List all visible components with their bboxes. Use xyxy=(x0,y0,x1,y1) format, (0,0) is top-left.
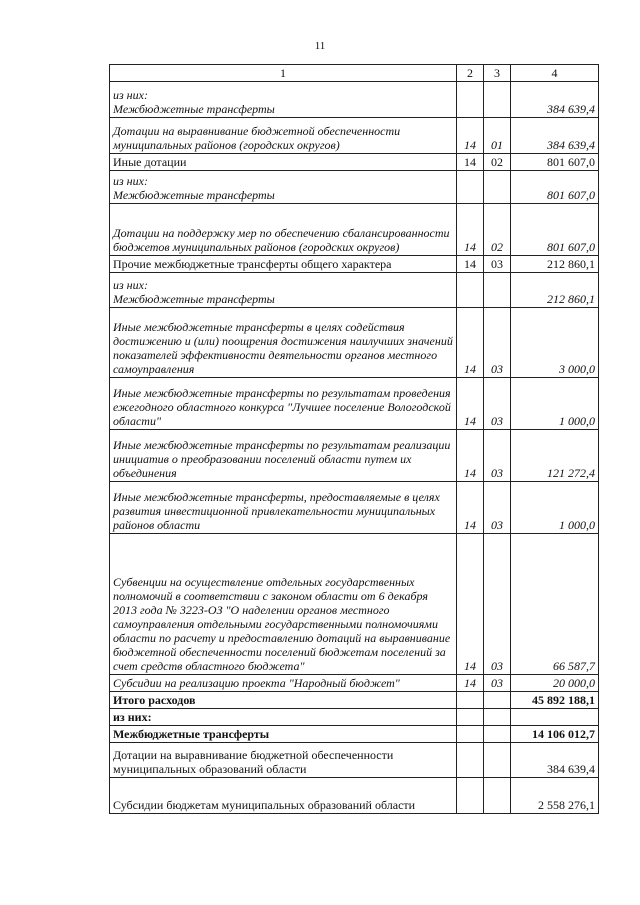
table-row xyxy=(110,726,599,743)
row-code-subsection: 03 xyxy=(484,430,511,482)
column-header-2: 2 xyxy=(457,65,484,82)
column-header-4: 4 xyxy=(511,65,599,82)
row-amount: 212 860,1 xyxy=(511,273,599,308)
row-code-section: 14 xyxy=(457,308,484,378)
table-row xyxy=(110,378,599,430)
row-name: Субвенции на осуществление отдельных государственных полномочий в соответствии с законом области от 6 декабря 2013 года № 3223-ОЗ "О наделении органов местного самоуправления отдельными государственными полномочиями области по расчету и предоставлению дотаций на выравнивание бюджетной обеспеченности поселений бюджетам поселений за счет средств областного бюджета" xyxy=(110,534,457,675)
row-code-subsection xyxy=(484,82,511,118)
row-code-section: 14 xyxy=(457,482,484,534)
page-number: 11 xyxy=(314,40,326,52)
table-row xyxy=(110,692,599,709)
row-code-subsection xyxy=(484,709,511,726)
row-code-section xyxy=(457,692,484,709)
row-name: Субсидии на реализацию проекта "Народный бюджет" xyxy=(110,675,457,692)
row-code-subsection xyxy=(484,692,511,709)
row-code-subsection xyxy=(484,726,511,743)
budget-table xyxy=(109,64,599,814)
row-code-section: 14 xyxy=(457,154,484,171)
row-amount xyxy=(511,709,599,726)
row-code-subsection: 03 xyxy=(484,482,511,534)
table-header-row xyxy=(110,65,599,82)
row-name: Субсидии бюджетам муниципальных образований области xyxy=(110,778,457,814)
row-code-section: 14 xyxy=(457,534,484,675)
table-row xyxy=(110,430,599,482)
row-code-subsection: 02 xyxy=(484,154,511,171)
row-name: Иные межбюджетные трансферты, предоставляемые в целях развития инвестиционной привлекательности муниципальных районов области xyxy=(110,482,457,534)
row-code-section: 14 xyxy=(457,118,484,154)
table-row xyxy=(110,534,599,675)
row-amount: 801 607,0 xyxy=(511,204,599,256)
row-name: Прочие межбюджетные трансферты общего характера xyxy=(110,256,457,273)
table-row xyxy=(110,743,599,778)
table-row xyxy=(110,82,599,118)
row-code-subsection: 03 xyxy=(484,308,511,378)
row-name: из них: xyxy=(110,709,457,726)
row-code-section: 14 xyxy=(457,256,484,273)
row-name: из них: Межбюджетные трансферты xyxy=(110,82,457,118)
row-name: Иные межбюджетные трансферты в целях содействия достижению и (или) поощрения достижения наилучших значений показателей эффективности деятельности органов местного самоуправления xyxy=(110,308,457,378)
row-name: Дотации на выравнивание бюджетной обеспеченности муниципальных районов (городских округов) xyxy=(110,118,457,154)
row-code-subsection: 03 xyxy=(484,378,511,430)
row-amount: 121 272,4 xyxy=(511,430,599,482)
row-code-subsection xyxy=(484,171,511,204)
row-code-section xyxy=(457,82,484,118)
table-row xyxy=(110,256,599,273)
row-code-subsection: 01 xyxy=(484,118,511,154)
row-amount: 1 000,0 xyxy=(511,378,599,430)
row-amount: 801 607,0 xyxy=(511,171,599,204)
row-code-section xyxy=(457,778,484,814)
table-row xyxy=(110,171,599,204)
row-code-subsection xyxy=(484,743,511,778)
row-name: из них: Межбюджетные трансферты xyxy=(110,171,457,204)
table-row xyxy=(110,154,599,171)
row-code-section xyxy=(457,273,484,308)
row-amount: 1 000,0 xyxy=(511,482,599,534)
row-name: Иные межбюджетные трансферты по результатам проведения ежегодного областного конкурса "Лучшее поселение Вологодской области" xyxy=(110,378,457,430)
row-name: Иные дотации xyxy=(110,154,457,171)
row-code-subsection: 02 xyxy=(484,204,511,256)
table-row xyxy=(110,308,599,378)
row-amount: 384 639,4 xyxy=(511,743,599,778)
row-code-section: 14 xyxy=(457,430,484,482)
row-name: Межбюджетные трансферты xyxy=(110,726,457,743)
table-row xyxy=(110,778,599,814)
row-code-section: 14 xyxy=(457,378,484,430)
column-header-1: 1 xyxy=(110,65,457,82)
row-amount: 14 106 012,7 xyxy=(511,726,599,743)
row-amount: 45 892 188,1 xyxy=(511,692,599,709)
row-amount: 801 607,0 xyxy=(511,154,599,171)
row-code-section xyxy=(457,709,484,726)
row-name: Дотации на выравнивание бюджетной обеспеченности муниципальных образований области xyxy=(110,743,457,778)
table-row xyxy=(110,482,599,534)
row-code-section: 14 xyxy=(457,204,484,256)
row-code-section: 14 xyxy=(457,675,484,692)
row-code-section xyxy=(457,743,484,778)
table-row xyxy=(110,273,599,308)
row-amount: 20 000,0 xyxy=(511,675,599,692)
table-row xyxy=(110,709,599,726)
table-row xyxy=(110,204,599,256)
row-code-subsection xyxy=(484,273,511,308)
row-name: Дотации на поддержку мер по обеспечению сбалансированности бюджетов муниципальных районов (городских округов) xyxy=(110,204,457,256)
row-name: Иные межбюджетные трансферты по результатам реализации инициатив о преобразовании поселений области путем их объединения xyxy=(110,430,457,482)
column-header-3: 3 xyxy=(484,65,511,82)
row-amount: 212 860,1 xyxy=(511,256,599,273)
row-amount: 2 558 276,1 xyxy=(511,778,599,814)
row-code-section xyxy=(457,171,484,204)
row-code-subsection: 03 xyxy=(484,534,511,675)
table-row xyxy=(110,118,599,154)
row-code-subsection: 03 xyxy=(484,675,511,692)
row-code-section xyxy=(457,726,484,743)
row-code-subsection: 03 xyxy=(484,256,511,273)
row-amount: 384 639,4 xyxy=(511,82,599,118)
row-code-subsection xyxy=(484,778,511,814)
row-amount: 3 000,0 xyxy=(511,308,599,378)
table-row xyxy=(110,675,599,692)
row-name: из них: Межбюджетные трансферты xyxy=(110,273,457,308)
row-amount: 66 587,7 xyxy=(511,534,599,675)
row-name: Итого расходов xyxy=(110,692,457,709)
row-amount: 384 639,4 xyxy=(511,118,599,154)
